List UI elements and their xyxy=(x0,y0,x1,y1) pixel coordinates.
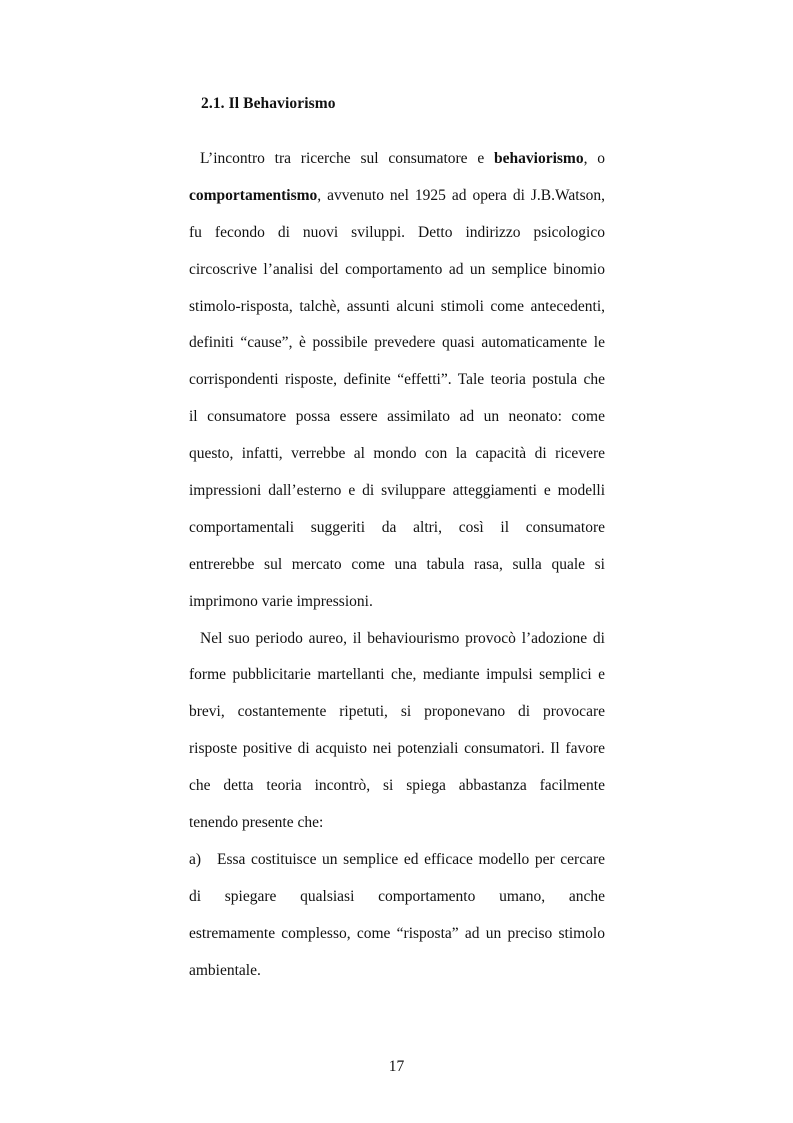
text-line: di spiegare qualsiasi comportamento umano, anche xyxy=(189,887,605,905)
text-line: questo, infatti, verrebbe al mondo con la capacità di ricevere xyxy=(189,445,605,463)
text-line: fu fecondo di nuovi sviluppi. Detto indirizzo psicologico xyxy=(189,223,605,241)
text-line: impressioni dall’esterno e di sviluppare atteggiamenti e modelli xyxy=(189,482,605,500)
text-line: tenendo presente che: xyxy=(189,814,324,832)
section-heading: 2.1. Il Behaviorismo xyxy=(201,95,336,112)
text-line: estremamente complesso, come “risposta” ad un preciso stimolo xyxy=(189,924,605,942)
text-line: risposte positive di acquisto nei potenziali consumatori. Il favore xyxy=(189,740,605,758)
text-line: definiti “cause”, è possibile prevedere quasi automaticamente le xyxy=(189,334,605,352)
list-label: a) xyxy=(189,850,202,868)
text-line: il consumatore possa essere assimilato ad un neonato: come xyxy=(189,408,605,426)
text-line: stimolo-risposta, talchè, assunti alcuni stimoli come antecedenti, xyxy=(189,297,605,315)
text-line: entrerebbe sul mercato come una tabula rasa, sulla quale si xyxy=(189,555,605,573)
text-line: che detta teoria incontrò, si spiega abbastanza facilmente xyxy=(189,777,605,795)
text-line: L’incontro tra ricerche sul consumatore e behaviorismo, o xyxy=(200,150,605,167)
text-line: comportamentismo, avvenuto nel 1925 ad opera di J.B.Watson, xyxy=(189,186,605,204)
bold-term: behaviorismo xyxy=(494,150,584,167)
text-line: forme pubblicitarie martellanti che, mediante impulsi semplici e xyxy=(189,666,605,684)
text-line: a) Essa costituisce un semplice ed efficace modello per cercare xyxy=(189,850,605,868)
page-number: 17 xyxy=(388,1058,405,1075)
text-line: ambientale. xyxy=(189,961,261,979)
paragraph-behaviorism-intro xyxy=(189,148,605,628)
bold-term: comportamentismo xyxy=(189,186,318,204)
text-line: Nel suo periodo aureo, il behaviourismo provocò l’adozione di xyxy=(200,629,605,647)
list-item-a xyxy=(189,849,605,997)
text-line: circoscrive l’analisi del comportamento ad un semplice binomio xyxy=(189,260,605,278)
paragraph-behaviorism-advertising xyxy=(189,628,605,849)
text-line: imprimono varie impressioni. xyxy=(189,592,373,610)
text-line: comportamentali suggeriti da altri, così il consumatore xyxy=(189,518,605,536)
text-line: corrispondenti risposte, definite “effetti”. Tale teoria postula che xyxy=(189,371,605,389)
text-line: brevi, costantemente ripetuti, si proponevano di provocare xyxy=(189,703,605,721)
body-text xyxy=(189,148,605,996)
